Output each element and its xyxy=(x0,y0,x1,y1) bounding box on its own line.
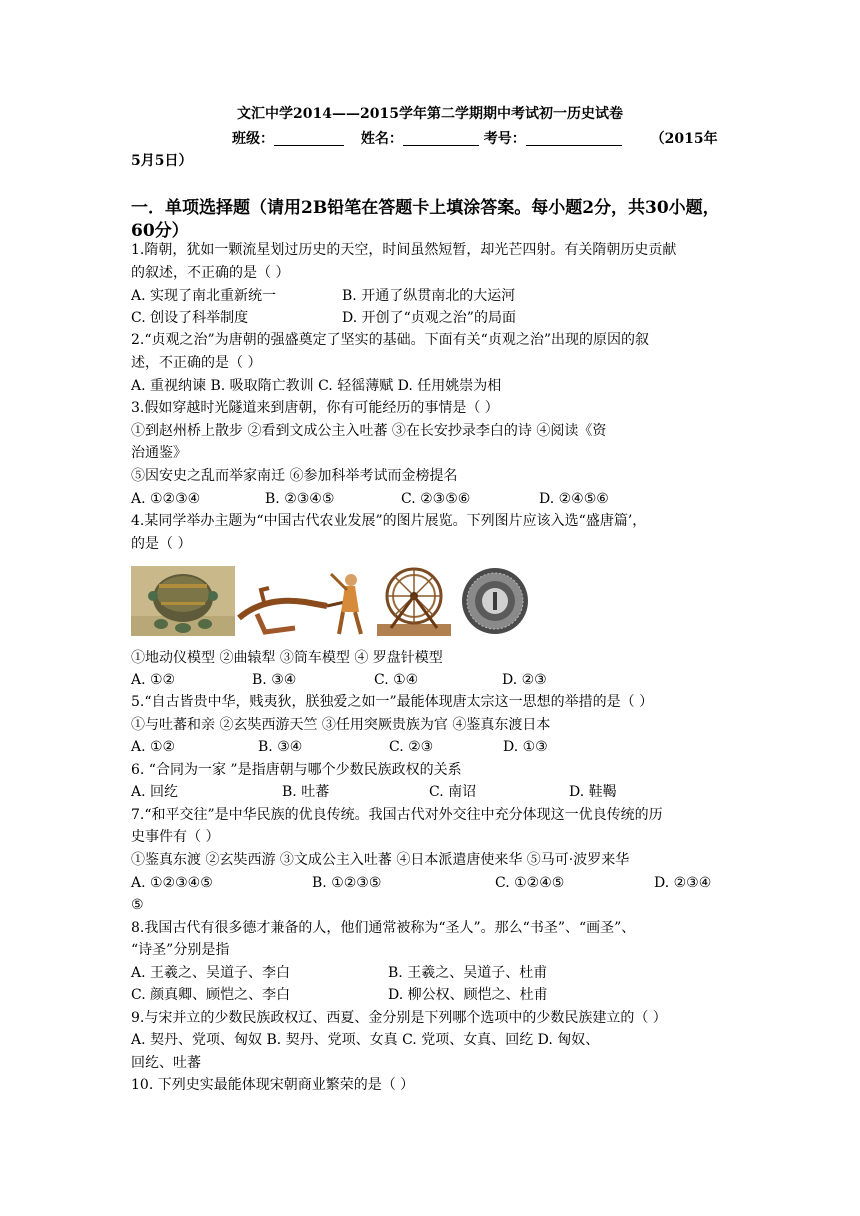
exam-date-end: 5月5日） xyxy=(131,153,193,169)
q8-stem-cont: “诗圣”分别是指 xyxy=(131,942,230,958)
q7-option-a: A. ①②③④⑤ xyxy=(131,875,213,891)
q5-items: ①与吐蕃和亲 ②玄奘西游天竺 ③任用突厥贵族为官 ④鉴真东渡日本 xyxy=(131,717,551,733)
q5-stem: 5.“自古皆贵中华，贱夷狄，朕独爱之如一”最能体现唐太宗这一思想的举措的是（ ） xyxy=(131,694,654,710)
section-heading: 一．单项选择题（请用2B铅笔在答题卡上填涂答案。每小题2分，共30小题， xyxy=(131,198,720,218)
q3-option-d: D. ②④⑤⑥ xyxy=(539,491,609,507)
q3-items-cont: 治通鉴》 xyxy=(131,445,187,461)
class-blank xyxy=(274,129,344,146)
q3-stem: 3.假如穿越时光隧道来到唐朝，你有可能经历的事情是（ ） xyxy=(131,400,499,416)
q8-options-row1 xyxy=(131,963,731,983)
q3-items: ①到赵州桥上散步 ②看到文成公主入吐蕃 ③在长安抄录李白的诗 ④阅读《资 xyxy=(131,423,607,439)
name-label: 姓名： xyxy=(360,131,403,147)
q4-picture-strip xyxy=(131,566,541,638)
q5-option-d: D. ①③ xyxy=(503,739,548,755)
q4-stem: 4.某同学举办主题为“中国古代农业发展”的图片展览。下列图片应该入选“盛唐篇’， xyxy=(131,513,647,529)
q4-stem-cont: 的是（ ） xyxy=(131,536,192,552)
q1-option-a: A. 实现了南北重新统一 xyxy=(131,288,277,304)
q7-stem-cont: 史事件有（ ） xyxy=(131,829,220,845)
q6-stem: 6. “合同为一家 ”是指唐朝与哪个少数民族政权的关系 xyxy=(131,762,462,778)
q7-option-b: B. ①②③⑤ xyxy=(312,875,382,891)
q9-options: A. 契丹、党项、匈奴 B. 契丹、党项、女真 C. 党项、女真、回纥 D. 匈奴、 xyxy=(131,1032,600,1048)
q8-option-d: D. 柳公权、顾恺之、杜甫 xyxy=(388,987,548,1003)
name-blank xyxy=(403,129,479,146)
q1-stem: 1.隋朝，犹如一颗流星划过历史的天空，时间虽然短暂，却光芒四射。有关隋朝历史贡献 xyxy=(131,242,677,258)
q4-option-d: D. ②③ xyxy=(502,672,547,688)
q7-option-d: D. ②③④ xyxy=(654,875,712,891)
q2-stem-cont: 述，不正确的是（ ） xyxy=(131,355,262,371)
header-info-row xyxy=(232,129,832,149)
q3-option-b: B. ②③④⑤ xyxy=(265,491,335,507)
q3-option-a: A. ①②③④ xyxy=(131,491,201,507)
q8-option-a: A. 王羲之、吴道子、李白 xyxy=(131,965,291,981)
water-wheel-picture xyxy=(377,566,451,636)
q2-options: A. 重视纳谏 B. 吸取隋亡教训 C. 轻徭薄赋 D. 任用姚崇为相 xyxy=(131,378,502,394)
q1-stem-cont: 的叙述，不正确的是（ ） xyxy=(131,265,290,281)
q1-options-row2 xyxy=(131,308,731,328)
q6-options xyxy=(131,782,731,802)
class-label: 班级： xyxy=(232,131,274,147)
q3-items-row2: ⑤因安史之乱而举家南迁 ⑥参加科举考试而金榜提名 xyxy=(131,468,458,484)
seismograph-picture xyxy=(131,566,235,636)
q4-options xyxy=(131,670,731,690)
q5-options xyxy=(131,737,731,757)
q8-stem: 8.我国古代有很多德才兼备的人，他们通常被称为“圣人”。那么“书圣”、“画圣”、 xyxy=(131,920,636,936)
q1-options-row1 xyxy=(131,286,731,306)
q6-option-a: A. 回纥 xyxy=(131,784,179,800)
q7-options xyxy=(131,873,731,893)
q5-option-c: C. ②③ xyxy=(389,739,434,755)
curved-plow-picture xyxy=(235,566,371,636)
number-label: 考号： xyxy=(483,131,526,147)
q5-option-b: B. ③④ xyxy=(258,739,303,755)
q6-option-b: B. 吐蕃 xyxy=(282,784,330,800)
compass-picture xyxy=(455,566,535,636)
q4-picture-labels: ①地动仪模型 ②曲辕犁 ③筒车模型 ④ 罗盘针模型 xyxy=(131,650,443,666)
q7-items: ①鉴真东渡 ②玄奘西游 ③文成公主入吐蕃 ④日本派遣唐使来华 ⑤马可·波罗来华 xyxy=(131,852,630,868)
q8-option-b: B. 王羲之、吴道子、杜甫 xyxy=(388,965,548,981)
q5-option-a: A. ①② xyxy=(131,739,176,755)
q6-option-c: C. 南诏 xyxy=(429,784,477,800)
q9-options-cont: 回纥、吐蕃 xyxy=(131,1055,201,1071)
q4-option-a: A. ①② xyxy=(131,672,176,688)
q10-stem: 10. 下列史实最能体现宋朝商业繁荣的是（ ） xyxy=(131,1077,415,1093)
exam-date-start: （2015年 xyxy=(650,131,718,147)
q4-option-c: C. ①④ xyxy=(374,672,419,688)
q6-option-d: D. 鞋鞨 xyxy=(569,784,617,800)
q9-stem: 9.与宋并立的少数民族政权辽、西夏、金分别是下列哪个选项中的少数民族建立的（ ） xyxy=(131,1010,667,1026)
q3-options xyxy=(131,489,731,509)
q3-option-c: C. ②③⑤⑥ xyxy=(401,491,471,507)
q1-option-d: D. 开创了“贞观之治”的局面 xyxy=(342,310,516,326)
exam-title: 文汇中学2014——2015学年第二学期期中考试初一历史试卷 xyxy=(237,106,623,122)
q1-option-c: C. 创设了科举制度 xyxy=(131,310,249,326)
q8-option-c: C. 颜真卿、顾恺之、李白 xyxy=(131,987,291,1003)
q7-stem: 7.“和平交往”是中华民族的优良传统。我国古代对外交往中充分体现这一优良传统的历 xyxy=(131,807,663,823)
number-blank xyxy=(526,129,622,146)
q1-option-b: B. 开通了纵贯南北的大运河 xyxy=(342,288,516,304)
q7-option-d-cont: ⑤ xyxy=(131,897,144,913)
q4-option-b: B. ③④ xyxy=(252,672,297,688)
q8-options-row2 xyxy=(131,985,731,1005)
q7-option-c: C. ①②④⑤ xyxy=(495,875,565,891)
q2-stem: 2.“贞观之治”为唐朝的强盛奠定了坚实的基础。下面有关“贞观之治”出现的原因的叙 xyxy=(131,332,649,348)
section-heading-cont: 60分） xyxy=(131,221,189,241)
